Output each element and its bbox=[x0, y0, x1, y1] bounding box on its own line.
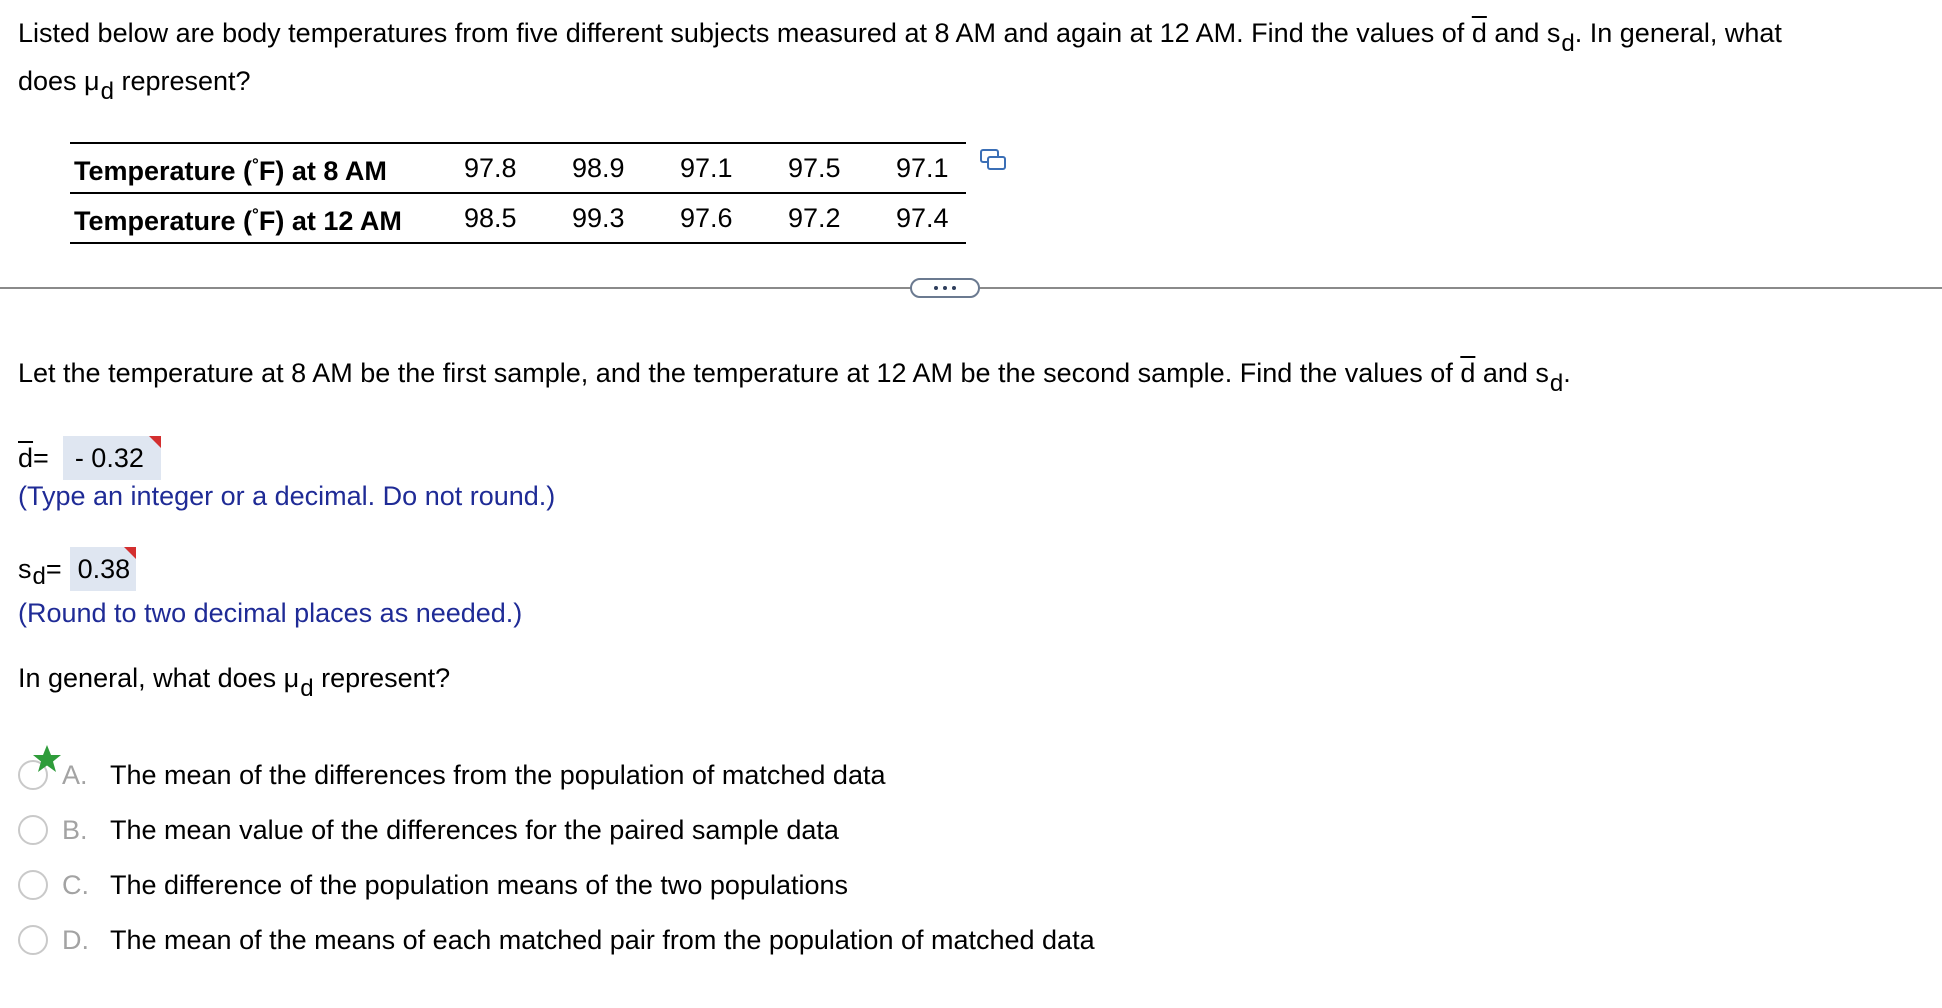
option-c[interactable] bbox=[18, 865, 848, 905]
incorrect-flag-icon bbox=[124, 547, 136, 559]
dbar-answer-value: - 0.32 bbox=[74, 443, 144, 473]
option-text: The difference of the population means of the two populations bbox=[110, 869, 849, 900]
row-header-12am: Temperature (°F) at 12 AM bbox=[70, 193, 464, 243]
dbar-answer-field[interactable] bbox=[63, 436, 161, 480]
option-text: The mean of the differences from the population of matched data bbox=[110, 759, 886, 790]
question-text-line1 bbox=[18, 16, 1782, 61]
question-represent-text: represent? bbox=[113, 66, 251, 96]
and-s-text: and s bbox=[1486, 18, 1561, 48]
option-b[interactable] bbox=[18, 810, 839, 850]
subscript-d: d bbox=[100, 78, 114, 105]
table-cell: 97.2 bbox=[788, 193, 896, 243]
table-cell: 97.1 bbox=[680, 143, 788, 193]
radio-button-b[interactable] bbox=[18, 815, 48, 845]
equals-sign: = bbox=[33, 443, 49, 473]
instruction-part: . bbox=[1563, 358, 1571, 388]
table-cell: 97.5 bbox=[788, 143, 896, 193]
table-cell: 97.8 bbox=[464, 143, 572, 193]
more-options-icon[interactable] bbox=[910, 278, 980, 298]
question-text-line2 bbox=[18, 64, 251, 109]
option-letter: B. bbox=[62, 814, 88, 845]
sd-label: s bbox=[18, 554, 32, 584]
dbar-hint: (Type an integer or a decimal. Do not round.) bbox=[18, 481, 556, 511]
d-bar-symbol: $\overline{d}$ bbox=[1471, 18, 1487, 48]
sd-answer-value: 0.38 bbox=[77, 554, 131, 584]
option-a[interactable] bbox=[18, 755, 886, 795]
mu-question-part: represent? bbox=[313, 663, 451, 693]
option-letter: C. bbox=[62, 869, 89, 900]
table-row bbox=[70, 143, 966, 193]
option-text: The mean of the means of each matched pair from the population of matched data bbox=[110, 924, 1095, 955]
radio-button-d[interactable] bbox=[18, 925, 48, 955]
subscript-d: d bbox=[32, 563, 46, 590]
table-row bbox=[70, 193, 966, 243]
instruction-part: Let the temperature at 8 AM be the first sample, and the temperature at 12 AM be the second sample. Find the values of bbox=[18, 358, 1461, 388]
d-bar-label: $\overline{d}$ bbox=[18, 443, 34, 473]
mu-question-part: In general, what does μ bbox=[18, 663, 300, 693]
question-mu-text: does μ bbox=[18, 66, 100, 96]
sd-hint: (Round to two decimal places as needed.) bbox=[18, 598, 523, 628]
radio-button-c[interactable] bbox=[18, 870, 48, 900]
table-cell: 98.5 bbox=[464, 193, 572, 243]
dbar-answer-row bbox=[18, 436, 161, 480]
equals-sign: = bbox=[45, 554, 62, 584]
option-text: The mean value of the differences for the paired sample data bbox=[110, 814, 839, 845]
subscript-d: d bbox=[1561, 30, 1575, 57]
table-cell: 99.3 bbox=[572, 193, 680, 243]
option-letter: D. bbox=[62, 924, 89, 955]
subscript-d: d bbox=[1549, 370, 1564, 397]
correct-star-icon bbox=[32, 744, 62, 774]
radio-button-a[interactable] bbox=[18, 760, 48, 790]
option-letter: A. bbox=[62, 759, 88, 790]
table-cell: 97.1 bbox=[896, 143, 966, 193]
sd-answer-field[interactable] bbox=[70, 547, 136, 591]
question-text: Listed below are body temperatures from five different subjects measured at 8 AM and again at 12 AM. Find the values of bbox=[18, 18, 1472, 48]
mu-question-text bbox=[18, 661, 450, 706]
row-header-8am: Temperature (°F) at 8 AM bbox=[70, 143, 464, 193]
copy-icon[interactable] bbox=[980, 148, 1006, 172]
subscript-d: d bbox=[300, 675, 314, 702]
sd-answer-row bbox=[18, 547, 136, 591]
option-d[interactable] bbox=[18, 920, 1095, 960]
table-cell: 97.4 bbox=[896, 193, 966, 243]
table-cell: 98.9 bbox=[572, 143, 680, 193]
instruction-part: and s bbox=[1475, 358, 1549, 388]
table-cell: 97.6 bbox=[680, 193, 788, 243]
question-text-end: . In general, what bbox=[1574, 18, 1782, 48]
temperature-table bbox=[70, 142, 966, 244]
incorrect-flag-icon bbox=[149, 436, 161, 448]
instruction-text bbox=[18, 356, 1571, 401]
d-bar-symbol: $\overline{d}$ bbox=[1460, 358, 1476, 388]
